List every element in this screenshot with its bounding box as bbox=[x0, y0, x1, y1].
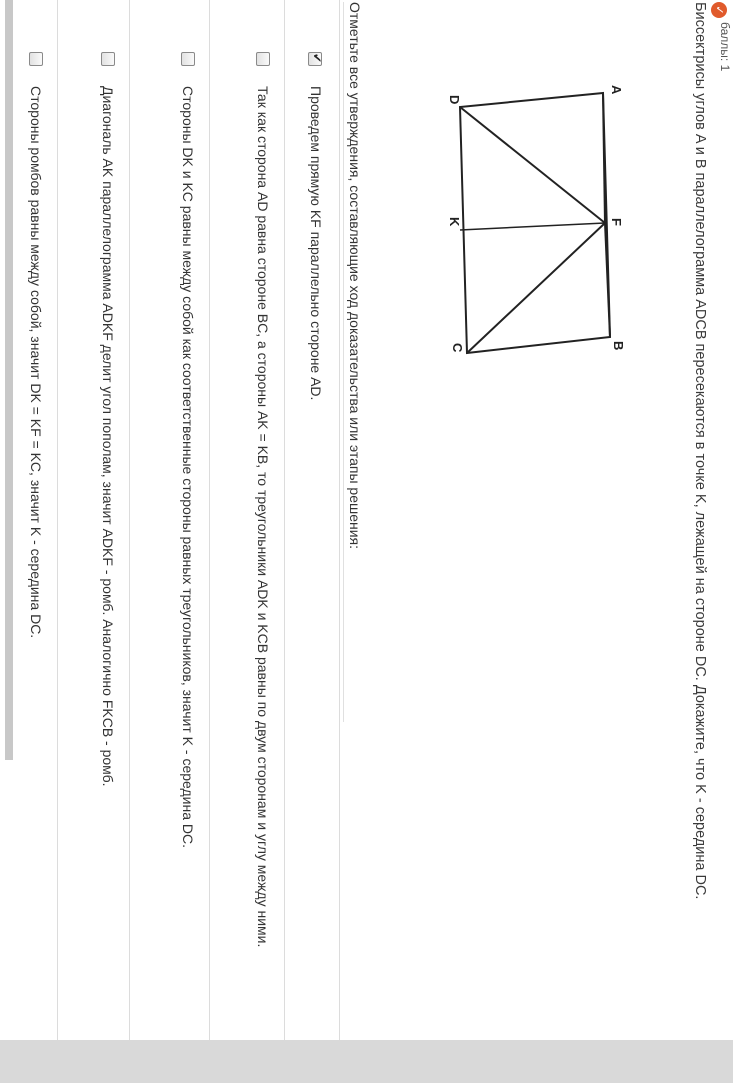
question-text: Биссектрисы углов A и B параллелограмма ADCB пересекаются в точке K, лежащей на стороне DC. Докажите, что K - середина DC. bbox=[692, 2, 708, 900]
option-row-2[interactable] bbox=[209, 0, 285, 1040]
label-a: A bbox=[609, 85, 624, 95]
option-row-5[interactable] bbox=[12, 0, 58, 1040]
horizontal-scrollbar[interactable] bbox=[5, 0, 13, 760]
bisector-b bbox=[467, 223, 605, 353]
score-label: баллы: 1 bbox=[718, 22, 732, 72]
label-k: K bbox=[447, 217, 462, 227]
score-badge-icon: ✓ bbox=[711, 2, 727, 18]
label-b: B bbox=[611, 341, 626, 351]
parallelogram-outline bbox=[460, 93, 610, 353]
bisector-a bbox=[603, 93, 605, 223]
question-header bbox=[691, 0, 733, 1083]
option-text-5: Стороны ромбов равны между собой, значит DK = KF = KC, значит K - середина DC. bbox=[28, 86, 44, 639]
option-text-1: Проведем прямую KF параллельно стороне AD. bbox=[308, 86, 324, 401]
option-row-1[interactable] bbox=[284, 0, 340, 1040]
checkbox-3[interactable] bbox=[181, 52, 195, 66]
checkbox-5[interactable] bbox=[29, 52, 43, 66]
segment-kf bbox=[460, 223, 605, 230]
option-row-4[interactable] bbox=[57, 0, 130, 1040]
parallelogram-lines bbox=[460, 93, 610, 353]
line-dk bbox=[460, 107, 605, 223]
checkbox-2[interactable] bbox=[256, 52, 270, 66]
option-text-3: Стороны DK и KC равны между собой как соответственные стороны равных треугольников, значит K - середина DC. bbox=[180, 86, 196, 849]
label-d: D bbox=[447, 95, 462, 105]
checkbox-1[interactable] bbox=[308, 52, 322, 66]
option-text-2: Так как сторона AD равна стороне BC, а стороны AK = KB, то треугольники ADK и KCB равны по двум сторонам и углу между ними. bbox=[255, 86, 271, 948]
parallelogram-figure bbox=[447, 85, 626, 365]
checkbox-4[interactable] bbox=[101, 52, 115, 66]
label-f: F bbox=[609, 218, 624, 226]
label-c: C bbox=[450, 343, 465, 353]
option-text-4: Диагональ AK параллелограмма ADKF делит угол пополам, значит ADKF - ромб. Аналогично FKCB - ромб. bbox=[100, 86, 116, 787]
page-side-margin bbox=[0, 1040, 733, 1083]
option-row-3[interactable] bbox=[129, 0, 210, 1040]
instruction-text: Отметьте все утверждения, составляющие ход доказательства или этапы решения: bbox=[343, 2, 363, 722]
